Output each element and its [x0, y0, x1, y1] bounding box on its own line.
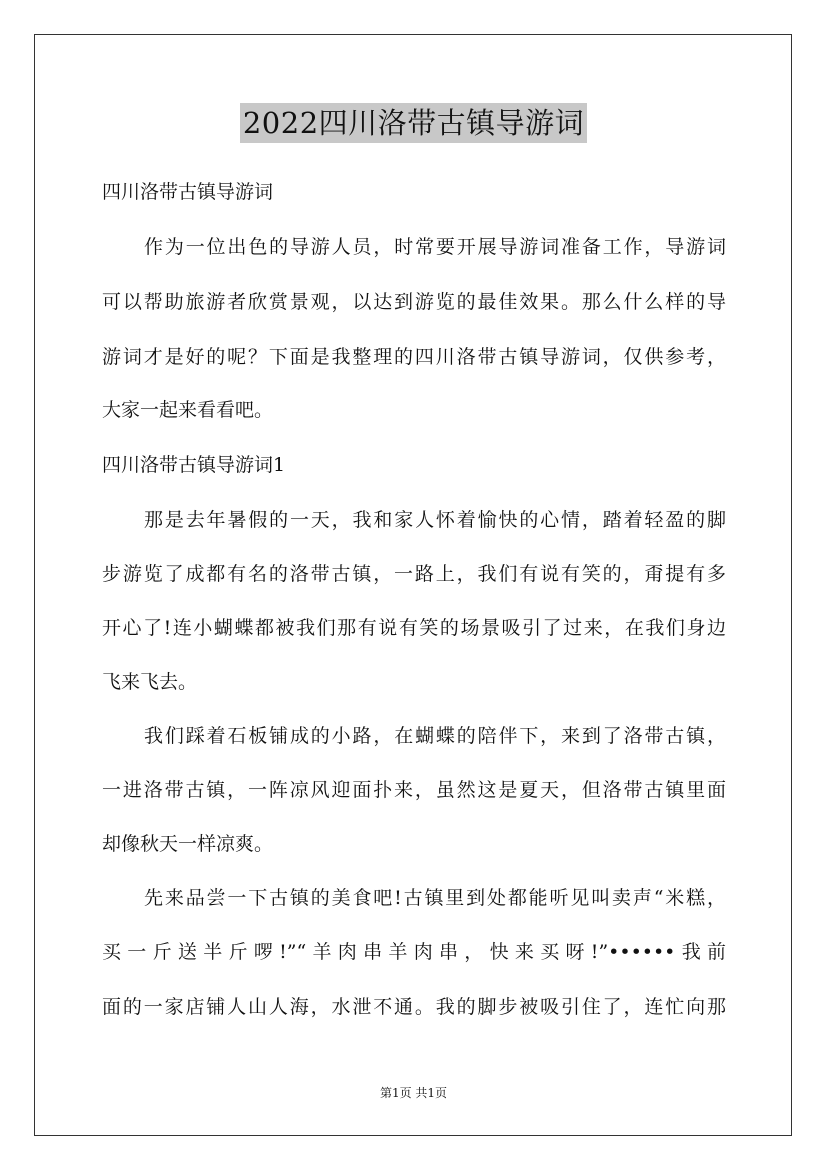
paragraph-line: 步游览了成都有名的洛带古镇，一路上，我们有说有笑的，甭提有多 [102, 563, 726, 585]
section-heading: 四川洛带古镇导游词 [102, 181, 274, 203]
paragraph-line: 却像秋天一样凉爽。 [102, 833, 274, 855]
page-footer: 第1页 共1页 [379, 1086, 448, 1100]
paragraph-line: 大家一起来看看吧。 [102, 399, 274, 421]
paragraph-line: 买一斤送半斤啰!”“羊肉串羊肉串，快来买呀!”••••••我前 [102, 941, 726, 963]
paragraph-line: 开心了!连小蝴蝶都被我们那有说有笑的场景吸引了过来，在我们身边 [102, 617, 726, 639]
paragraph-line: 作为一位出色的导游人员，时常要开展导游词准备工作，导游词 [144, 236, 726, 258]
paragraph-line: 游词才是好的呢？下面是我整理的四川洛带古镇导游词，仅供参考， [102, 346, 726, 368]
paragraph-line: 可以帮助旅游者欣赏景观，以达到游览的最佳效果。那么什么样的导 [102, 291, 726, 313]
paragraph-line: 我们踩着石板铺成的小路，在蝴蝶的陪伴下，来到了洛带古镇， [144, 725, 726, 747]
paragraph-line: 先来品尝一下古镇的美食吧!古镇里到处都能听见叫卖声“米糕， [144, 887, 726, 909]
paragraph-line: 面的一家店铺人山人海，水泄不通。我的脚步被吸引住了，连忙向那 [102, 996, 726, 1018]
title-container [0, 103, 827, 143]
section-heading: 四川洛带古镇导游词1 [102, 454, 286, 476]
paragraph-line: 飞来飞去。 [102, 671, 198, 693]
paragraph-line: 一进洛带古镇，一阵凉风迎面扑来，虽然这是夏天，但洛带古镇里面 [102, 779, 726, 801]
paragraph-line: 那是去年暑假的一天，我和家人怀着愉快的心情，踏着轻盈的脚 [144, 509, 726, 531]
document-title: 2022四川洛带古镇导游词 [240, 103, 587, 143]
